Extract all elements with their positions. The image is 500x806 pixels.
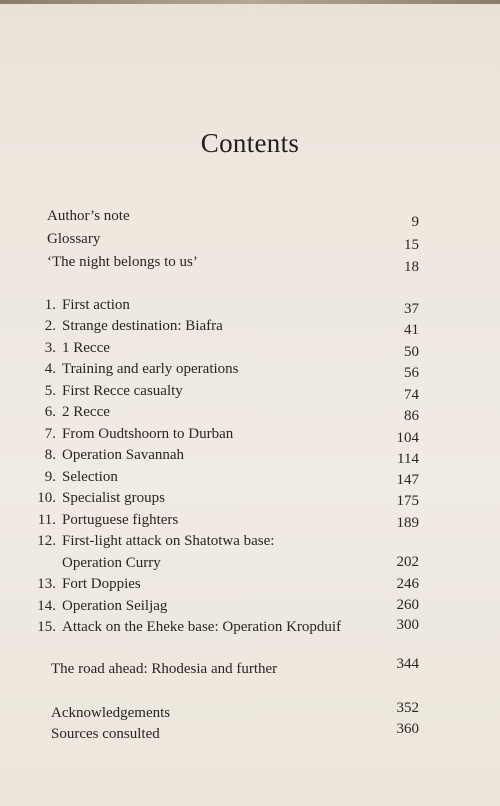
chapter-title: Fort Doppies	[62, 576, 141, 592]
toc-page-ch15: 300	[396, 617, 419, 633]
chapter-number: 12.	[37, 533, 56, 549]
toc-chapter-14	[30, 598, 167, 615]
chapter-title: First-light attack on Shatotwa base:	[62, 533, 275, 549]
toc-page-road-ahead: 344	[396, 656, 419, 672]
chapter-number: 7.	[44, 426, 56, 442]
toc-chapter-4	[30, 361, 239, 378]
toc-entry-glossary: Glossary	[47, 231, 101, 247]
toc-chapter-9	[30, 469, 118, 486]
toc-chapter-3	[30, 340, 110, 357]
chapter-number: 5.	[44, 383, 56, 399]
toc-chapter-8	[30, 447, 184, 464]
chapter-number: 8.	[44, 447, 56, 463]
toc-page-night-belongs: 18	[404, 259, 419, 275]
chapter-title: Attack on the Eheke base: Operation Kropduif	[62, 619, 342, 635]
toc-chapter-6	[30, 404, 110, 421]
chapter-title: Strange destination: Biafra	[62, 318, 223, 334]
toc-page-ch10: 175	[396, 493, 419, 509]
chapter-title: Portuguese fighters	[62, 512, 179, 528]
chapter-title: First Recce casualty	[62, 383, 183, 399]
toc-chapter-12	[30, 533, 274, 550]
toc-page-ch2: 41	[404, 322, 419, 338]
chapter-number: 1.	[44, 297, 56, 313]
toc-chapter-15	[30, 619, 341, 636]
chapter-number: 6.	[44, 404, 56, 420]
toc-chapter-1	[30, 297, 130, 314]
toc-page-glossary: 15	[404, 237, 419, 253]
chapter-title: Operation Savannah	[62, 447, 185, 463]
toc-chapter-2	[30, 318, 223, 335]
chapter-number: 14.	[37, 598, 56, 614]
chapter-number: 10.	[37, 490, 56, 506]
toc-page-ch12: 202	[396, 554, 419, 570]
toc-page-ch3: 50	[404, 344, 419, 360]
chapter-title: Operation Seiljag	[62, 598, 168, 614]
toc-page-sources: 360	[396, 721, 419, 737]
toc-page-ch4: 56	[404, 365, 419, 381]
page-title: Contents	[200, 128, 300, 158]
page-top-edge	[0, 0, 500, 4]
chapter-title: Selection	[62, 469, 118, 485]
toc-page-ch9: 147	[396, 472, 419, 488]
toc-entry-acknowledgements: Acknowledgements	[51, 705, 171, 721]
chapter-title: First action	[62, 297, 130, 313]
chapter-number: 13.	[37, 576, 56, 592]
toc-chapter-5	[30, 383, 183, 400]
toc-page-acknowledgements: 352	[396, 700, 419, 716]
chapter-title: 2 Recce	[62, 404, 110, 420]
toc-page-ch13: 246	[396, 576, 419, 592]
toc-page-ch1: 37	[404, 301, 419, 317]
chapter-number: 15.	[37, 619, 56, 635]
chapter-number: 2.	[44, 318, 56, 334]
chapter-title: Training and early operations	[62, 361, 239, 377]
toc-page-ch14: 260	[396, 597, 419, 613]
chapter-title: 1 Recce	[62, 340, 110, 356]
toc-chapter-11	[30, 512, 178, 529]
toc-chapter-13	[30, 576, 141, 593]
chapter-title: Specialist groups	[62, 490, 165, 506]
toc-chapter-7	[30, 426, 233, 443]
chapter-number: 9.	[44, 469, 56, 485]
toc-page-ch8: 114	[397, 451, 419, 467]
toc-page-authors-note: 9	[411, 214, 419, 230]
chapter-number: 11.	[37, 512, 56, 528]
toc-page-ch5: 74	[404, 387, 419, 403]
toc-page-ch7: 104	[396, 430, 419, 446]
toc-entry-night-belongs: ‘The night belongs to us’	[47, 254, 198, 270]
toc-chapter-12-line2: Operation Curry	[62, 555, 161, 571]
chapter-title: From Oudtshoorn to Durban	[62, 426, 234, 442]
toc-page-ch11: 189	[396, 515, 419, 531]
toc-chapter-10	[30, 490, 165, 507]
toc-entry-authors-note: Author’s note	[47, 208, 130, 224]
chapter-number: 3.	[44, 340, 56, 356]
chapter-number: 4.	[44, 361, 56, 377]
toc-page-ch6: 86	[404, 408, 419, 424]
toc-entry-road-ahead: The road ahead: Rhodesia and further	[51, 661, 278, 677]
toc-entry-sources: Sources consulted	[51, 726, 160, 742]
